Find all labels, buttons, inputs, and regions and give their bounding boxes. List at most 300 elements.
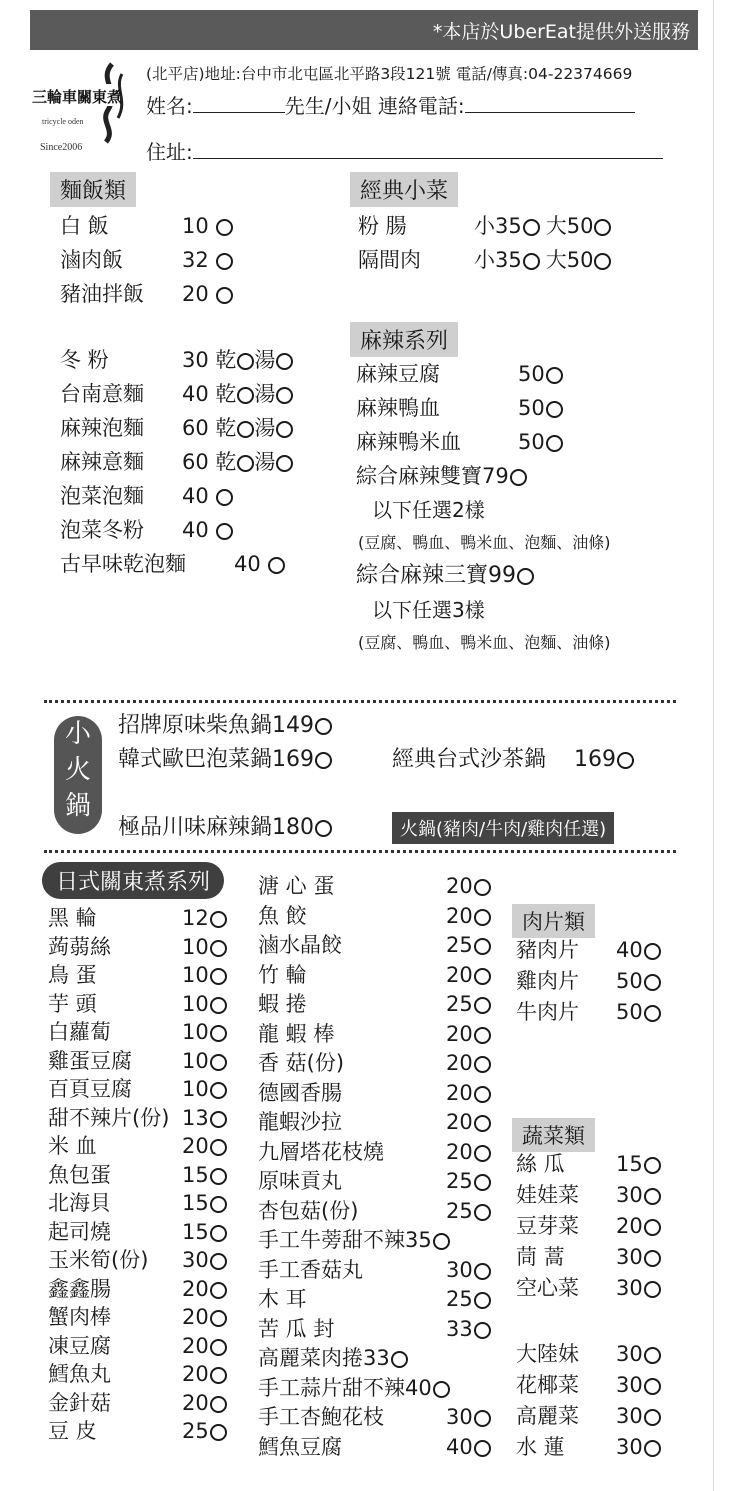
item-name: 雞肉片 <box>516 969 579 993</box>
order-circle[interactable] <box>644 974 661 991</box>
menu-item <box>258 959 491 991</box>
order-circle[interactable] <box>474 938 491 955</box>
item-price: 20 <box>446 962 473 987</box>
order-circle[interactable] <box>644 1157 661 1174</box>
menu-item <box>60 344 293 376</box>
item-name: 杏包菇(份) <box>258 1198 359 1223</box>
order-circle[interactable] <box>210 911 227 928</box>
item-price: 30 <box>182 348 209 372</box>
item-price: 30 <box>182 1248 209 1272</box>
order-circle[interactable] <box>210 1339 227 1356</box>
item-name: 玉米筍(份) <box>48 1248 149 1272</box>
menu-item <box>48 931 227 963</box>
order-circle[interactable] <box>523 253 540 270</box>
item-name: 蝦 捲 <box>258 992 307 1016</box>
menu-item <box>516 1431 661 1463</box>
sp <box>209 282 216 306</box>
item-price: 10 <box>182 991 209 1016</box>
item-price: 25 <box>182 1419 209 1443</box>
dry-label: 乾 <box>208 382 237 406</box>
hotpot-item: 招牌原味柴魚鍋149 <box>118 710 332 742</box>
menu-item <box>48 1244 227 1276</box>
order-circle[interactable] <box>510 469 527 486</box>
menu-item <box>48 1130 227 1162</box>
menu-item <box>48 1330 227 1362</box>
item-name: 隔間肉 <box>358 248 421 272</box>
item-name: 麻辣鴨米血 <box>356 430 461 454</box>
order-circle[interactable] <box>546 401 563 418</box>
item-price: 40 <box>616 938 643 962</box>
item-price: 20 <box>182 1390 209 1415</box>
item-name: 滷肉飯 <box>60 248 123 272</box>
item-name: 龍 蝦 棒 <box>258 1021 335 1046</box>
delivery-note: *本店於UberEat提供外送服務 <box>432 21 690 43</box>
menu-item <box>258 900 491 932</box>
menu-item <box>516 1338 661 1370</box>
item-price: 30 <box>616 1183 643 1207</box>
order-circle[interactable] <box>644 943 661 960</box>
order-circle[interactable] <box>644 1409 661 1426</box>
order-circle[interactable] <box>523 219 540 236</box>
order-circle[interactable] <box>391 1351 408 1368</box>
order-circle[interactable] <box>474 1263 491 1280</box>
menu-item <box>48 1358 227 1390</box>
item-name: 高麗菜肉捲33 <box>258 1346 390 1370</box>
order-circle[interactable] <box>474 997 491 1014</box>
menu-item <box>258 1342 408 1374</box>
dry-label: 乾 <box>208 450 237 474</box>
order-circle[interactable] <box>237 455 254 472</box>
combo2-note: 以下任選2樣 <box>372 498 485 522</box>
order-circle[interactable] <box>210 1367 227 1384</box>
item-price: 10 <box>182 214 209 238</box>
item-price: 25 <box>446 992 473 1016</box>
order-circle[interactable] <box>268 557 285 574</box>
item-name: 九層塔花枝燒 <box>258 1139 384 1164</box>
item-name: 絲 瓜 <box>516 1152 565 1176</box>
menu-item <box>60 548 285 580</box>
sp <box>261 552 268 576</box>
item-name: 娃娃菜 <box>516 1183 579 1207</box>
menu-item <box>258 1047 491 1079</box>
item-name: 鳥 蛋 <box>48 963 97 987</box>
item-name: 鑫鑫腸 <box>48 1276 111 1301</box>
item-name: 德國香腸 <box>258 1080 342 1105</box>
menu-item <box>48 1045 227 1077</box>
menu-item <box>60 446 293 478</box>
item-price: 32 <box>182 248 209 272</box>
item-name: 魚 餃 <box>258 903 307 928</box>
item-price: 10 <box>182 934 209 959</box>
item-name: 百頁豆腐 <box>48 1077 132 1101</box>
order-circle[interactable] <box>594 219 611 236</box>
name-row <box>146 90 635 119</box>
spicy-title: 麻辣系列 <box>350 322 458 357</box>
order-circle[interactable] <box>474 1292 491 1309</box>
divider <box>44 850 676 853</box>
item-name: 芋 頭 <box>48 991 97 1016</box>
address-row <box>146 136 663 165</box>
menu-item <box>48 1187 227 1219</box>
order-circle[interactable] <box>210 1054 227 1071</box>
order-circle[interactable] <box>210 1424 227 1441</box>
item-price: 10 <box>182 1048 209 1073</box>
menu-item <box>258 1283 491 1315</box>
order-circle[interactable] <box>474 1440 491 1457</box>
item-name: 空心菜 <box>516 1276 579 1300</box>
item-price: 20 <box>446 1139 473 1164</box>
order-circle[interactable] <box>210 1139 227 1156</box>
item-name: 凍豆腐 <box>48 1333 111 1358</box>
item-name: 古早味乾泡麵 <box>60 552 186 576</box>
name-label: 姓名: <box>146 94 193 118</box>
menu-item <box>258 1372 450 1404</box>
menu-item <box>48 1273 227 1305</box>
order-circle[interactable] <box>474 968 491 985</box>
order-circle[interactable] <box>433 1233 450 1250</box>
item-name: 水 蓮 <box>516 1435 565 1459</box>
menu-item <box>60 244 233 276</box>
item-price: 15 <box>616 1152 643 1176</box>
svg-text:Since2006: Since2006 <box>40 142 83 153</box>
logo <box>28 60 138 156</box>
menu-item <box>516 1179 661 1211</box>
item-name: 白 飯 <box>60 214 109 238</box>
order-circle[interactable] <box>210 1025 227 1042</box>
item-price: 30 <box>616 1373 643 1397</box>
item-name: 牛肉片 <box>516 1000 579 1024</box>
item-price: 50 <box>616 969 643 993</box>
menu-item <box>516 1369 661 1401</box>
menu-item <box>258 870 491 902</box>
veg-title: 蔬菜類 <box>512 1118 595 1152</box>
menu-item <box>258 1401 491 1433</box>
menu-item <box>60 514 233 546</box>
item-price: 25 <box>446 1169 473 1193</box>
item-name: 花椰菜 <box>516 1373 579 1397</box>
item-name: 原味貢丸 <box>258 1169 342 1193</box>
combo3-note: 以下任選3樣 <box>372 598 485 622</box>
combo3-options: (豆腐、鴨血、鴨米血、泡麵、油條) <box>358 633 611 652</box>
divider <box>44 700 676 703</box>
order-circle[interactable] <box>216 489 233 506</box>
order-circle[interactable] <box>546 435 563 452</box>
menu-item <box>516 1148 661 1180</box>
order-circle[interactable] <box>474 1204 491 1221</box>
menu-item <box>60 210 233 242</box>
order-circle[interactable] <box>210 968 227 985</box>
order-circle[interactable] <box>276 455 293 472</box>
item-price: 30 <box>616 1342 643 1366</box>
item-name: 竹 輪 <box>258 962 307 987</box>
sp <box>209 484 216 508</box>
item-price: 10 <box>182 1020 209 1044</box>
order-circle[interactable] <box>216 219 233 236</box>
item-price: 40 <box>446 1434 473 1459</box>
menu-item <box>258 929 491 961</box>
item-name: 北海貝 <box>48 1191 111 1215</box>
item-price: 20 <box>182 1362 209 1386</box>
item-price: 20 <box>446 1051 473 1075</box>
item-name: 綜合麻辣雙寶79 <box>356 464 509 488</box>
order-circle[interactable] <box>474 1410 491 1427</box>
menu-item <box>48 1159 227 1191</box>
classic-title: 經典小菜 <box>350 172 458 207</box>
order-circle[interactable] <box>644 1440 661 1457</box>
meat-title: 肉片類 <box>512 904 595 938</box>
order-circle[interactable] <box>474 879 491 896</box>
order-circle[interactable] <box>474 909 491 926</box>
menu-item <box>258 1224 450 1256</box>
hotpot-badge: 小 火 鍋 <box>54 716 102 834</box>
item-price: 30 <box>446 1257 473 1282</box>
order-circle[interactable] <box>216 253 233 270</box>
menu-item <box>48 1216 227 1248</box>
order-circle[interactable] <box>237 353 254 370</box>
item-name: 金針菇 <box>48 1390 111 1415</box>
large-price: 大50 <box>545 248 594 272</box>
item-name: 粉 腸 <box>358 214 407 238</box>
order-circle[interactable] <box>315 718 332 735</box>
item-price: 10 <box>182 1077 209 1101</box>
order-circle[interactable] <box>315 820 332 837</box>
item-name: 魚包蛋 <box>48 1162 111 1187</box>
order-circle[interactable] <box>644 1005 661 1022</box>
order-circle[interactable] <box>210 1396 227 1413</box>
item-name: 手工杏鮑花枝 <box>258 1405 384 1429</box>
order-circle[interactable] <box>210 997 227 1014</box>
name-field[interactable] <box>193 100 285 113</box>
menu-item <box>48 988 227 1020</box>
item-price: 40 <box>182 382 209 406</box>
item-price: 30 <box>616 1404 643 1428</box>
combo3-item: 綜合麻辣三寶99 <box>356 560 534 592</box>
item-name: 滷水晶餃 <box>258 933 342 957</box>
item-price: 20 <box>182 1276 209 1301</box>
menu-item <box>356 392 563 424</box>
order-circle[interactable] <box>216 523 233 540</box>
menu-item <box>356 426 563 458</box>
item-name: 豆芽菜 <box>516 1214 579 1238</box>
order-circle[interactable] <box>644 1378 661 1395</box>
item-price: 13 <box>182 1105 209 1130</box>
menu-item <box>60 480 233 512</box>
item-name: 手工牛蒡甜不辣35 <box>258 1228 432 1252</box>
item-name: 大陸妹 <box>516 1342 579 1366</box>
item-price: 20 <box>182 1134 209 1158</box>
item-price: 20 <box>446 1080 473 1105</box>
kanto-title: 日式關東煮系列 <box>42 862 224 899</box>
order-circle[interactable] <box>644 1281 661 1298</box>
hotpot-item: 韓式歐巴泡菜鍋169 <box>118 744 332 776</box>
item-name: 溏 心 蛋 <box>258 874 335 898</box>
order-circle[interactable] <box>237 387 254 404</box>
order-circle[interactable] <box>276 353 293 370</box>
item-name: 苦 瓜 封 <box>258 1316 335 1341</box>
order-circle[interactable] <box>644 1250 661 1267</box>
menu-item <box>60 412 293 444</box>
hotpot-item: 經典台式沙茶鍋 169 <box>392 744 634 776</box>
order-circle[interactable] <box>210 1253 227 1270</box>
order-circle[interactable] <box>210 1111 227 1128</box>
phone-field[interactable] <box>465 100 635 113</box>
order-circle[interactable] <box>276 421 293 438</box>
menu-item <box>258 988 491 1020</box>
item-price: 25 <box>446 1198 473 1223</box>
item-price: 25 <box>446 1287 473 1311</box>
item-name: 麻辣泡麵 <box>60 416 144 440</box>
menu-item <box>516 1272 661 1304</box>
item-price: 12 <box>182 906 209 930</box>
item-price: 20 <box>446 874 473 898</box>
item-name: 木 耳 <box>258 1287 307 1311</box>
menu-item <box>516 996 661 1028</box>
order-circle[interactable] <box>474 1086 491 1103</box>
item-name: 台南意麵 <box>60 382 144 406</box>
order-circle[interactable] <box>617 752 634 769</box>
item-price: 10 <box>182 963 209 987</box>
order-circle[interactable] <box>210 1310 227 1327</box>
item-name: 豬油拌飯 <box>60 282 144 306</box>
item-price: 33 <box>446 1316 473 1341</box>
order-circle[interactable] <box>216 287 233 304</box>
menu-item <box>48 1073 227 1105</box>
menu-item <box>48 902 227 934</box>
item-name: 豬肉片 <box>516 938 579 962</box>
small-price: 小35 <box>474 214 522 238</box>
soup-label: 湯 <box>254 416 276 440</box>
menu-item <box>48 1415 227 1447</box>
item-price: 40 <box>234 552 261 576</box>
menu-item <box>48 1301 227 1333</box>
item-name: 麻辣意麵 <box>60 450 144 474</box>
order-circle[interactable] <box>474 1145 491 1162</box>
noodle-title: 麵飯類 <box>50 172 136 207</box>
item-name: 手工蒜片甜不辣40 <box>258 1375 432 1400</box>
order-circle[interactable] <box>517 568 534 585</box>
item-price: 40 <box>182 518 209 542</box>
menu-item <box>356 460 527 492</box>
order-circle[interactable] <box>546 367 563 384</box>
address-field[interactable] <box>193 146 663 159</box>
item-price: 20 <box>182 1333 209 1358</box>
menu-item <box>516 1241 661 1273</box>
menu-item <box>258 1254 491 1286</box>
menu-item <box>258 1018 491 1050</box>
top-banner <box>30 10 698 50</box>
item-name: 茼 蒿 <box>516 1245 565 1269</box>
small-price: 小35 <box>474 248 522 272</box>
soup-label: 湯 <box>254 450 276 474</box>
item-price: 20 <box>446 1021 473 1046</box>
order-circle[interactable] <box>474 1322 491 1339</box>
menu-item <box>258 1106 491 1138</box>
order-circle[interactable] <box>474 1027 491 1044</box>
order-circle[interactable] <box>210 1282 227 1299</box>
menu-item <box>48 1016 227 1048</box>
menu-item <box>60 378 293 410</box>
menu-item <box>60 278 233 310</box>
item-price: 20 <box>182 1305 209 1329</box>
order-circle[interactable] <box>644 1188 661 1205</box>
order-circle[interactable] <box>644 1347 661 1364</box>
item-name: 鱈魚豆腐 <box>258 1434 342 1459</box>
menu-item <box>258 1165 491 1197</box>
item-price: 60 <box>182 450 209 474</box>
order-circle[interactable] <box>210 1082 227 1099</box>
order-circle[interactable] <box>210 940 227 957</box>
order-circle[interactable] <box>210 1225 227 1242</box>
item-name: 蟹肉棒 <box>48 1305 111 1329</box>
item-name: 起司燒 <box>48 1219 111 1244</box>
item-name: 米 血 <box>48 1134 97 1158</box>
item-price: 15 <box>182 1191 209 1215</box>
order-circle[interactable] <box>594 253 611 270</box>
menu-item <box>258 1195 491 1227</box>
address-label: 住址: <box>146 140 193 164</box>
order-circle[interactable] <box>474 1174 491 1191</box>
item-price: 40 <box>182 484 209 508</box>
order-circle[interactable] <box>644 1219 661 1236</box>
item-name: 白蘿蔔 <box>48 1020 111 1044</box>
item-name: 香 菇(份) <box>258 1051 345 1075</box>
item-name: 泡菜冬粉 <box>60 518 144 542</box>
dry-label: 乾 <box>208 416 237 440</box>
item-price: 50 <box>518 362 545 386</box>
menu-item <box>516 934 661 966</box>
sp <box>209 518 216 542</box>
item-price: 30 <box>446 1405 473 1429</box>
item-price: 60 <box>182 416 209 440</box>
phone-label: 先生/小姐 連絡電話: <box>284 94 465 118</box>
item-price: 15 <box>182 1162 209 1187</box>
item-name: 黑 輪 <box>48 906 97 930</box>
sp <box>209 248 216 272</box>
order-circle[interactable] <box>276 387 293 404</box>
sp <box>209 214 216 238</box>
order-circle[interactable] <box>474 1056 491 1073</box>
soup-label: 湯 <box>254 348 276 372</box>
order-circle[interactable] <box>433 1381 450 1398</box>
order-circle[interactable] <box>237 421 254 438</box>
item-price: 50 <box>616 1000 643 1024</box>
dry-label: 乾 <box>208 348 237 372</box>
item-price: 20 <box>446 1110 473 1134</box>
item-name: 雞蛋豆腐 <box>48 1048 132 1073</box>
item-name: 龍蝦沙拉 <box>258 1110 342 1134</box>
item-name: 手工香菇丸 <box>258 1257 363 1282</box>
menu-item <box>48 959 227 991</box>
item-name: 蒟蒻絲 <box>48 934 111 959</box>
item-price: 30 <box>616 1276 643 1300</box>
item-price: 50 <box>518 396 545 420</box>
order-circle[interactable] <box>474 1115 491 1132</box>
item-price: 20 <box>446 903 473 928</box>
item-price: 20 <box>182 282 209 306</box>
menu-item <box>516 1210 661 1242</box>
item-name: 甜不辣片(份) <box>48 1105 170 1130</box>
order-circle[interactable] <box>210 1168 227 1185</box>
order-circle[interactable] <box>315 752 332 769</box>
item-price: 30 <box>616 1245 643 1269</box>
menu-item <box>358 244 611 276</box>
menu-item <box>258 1136 491 1168</box>
item-price: 50 <box>518 430 545 454</box>
menu-item <box>356 358 563 390</box>
menu-item <box>258 1431 491 1463</box>
order-circle[interactable] <box>210 1196 227 1213</box>
address-line: (北平店)地址:台中市北屯區北平路3段121號 電話/傳真:04-22374669 <box>146 65 633 83</box>
